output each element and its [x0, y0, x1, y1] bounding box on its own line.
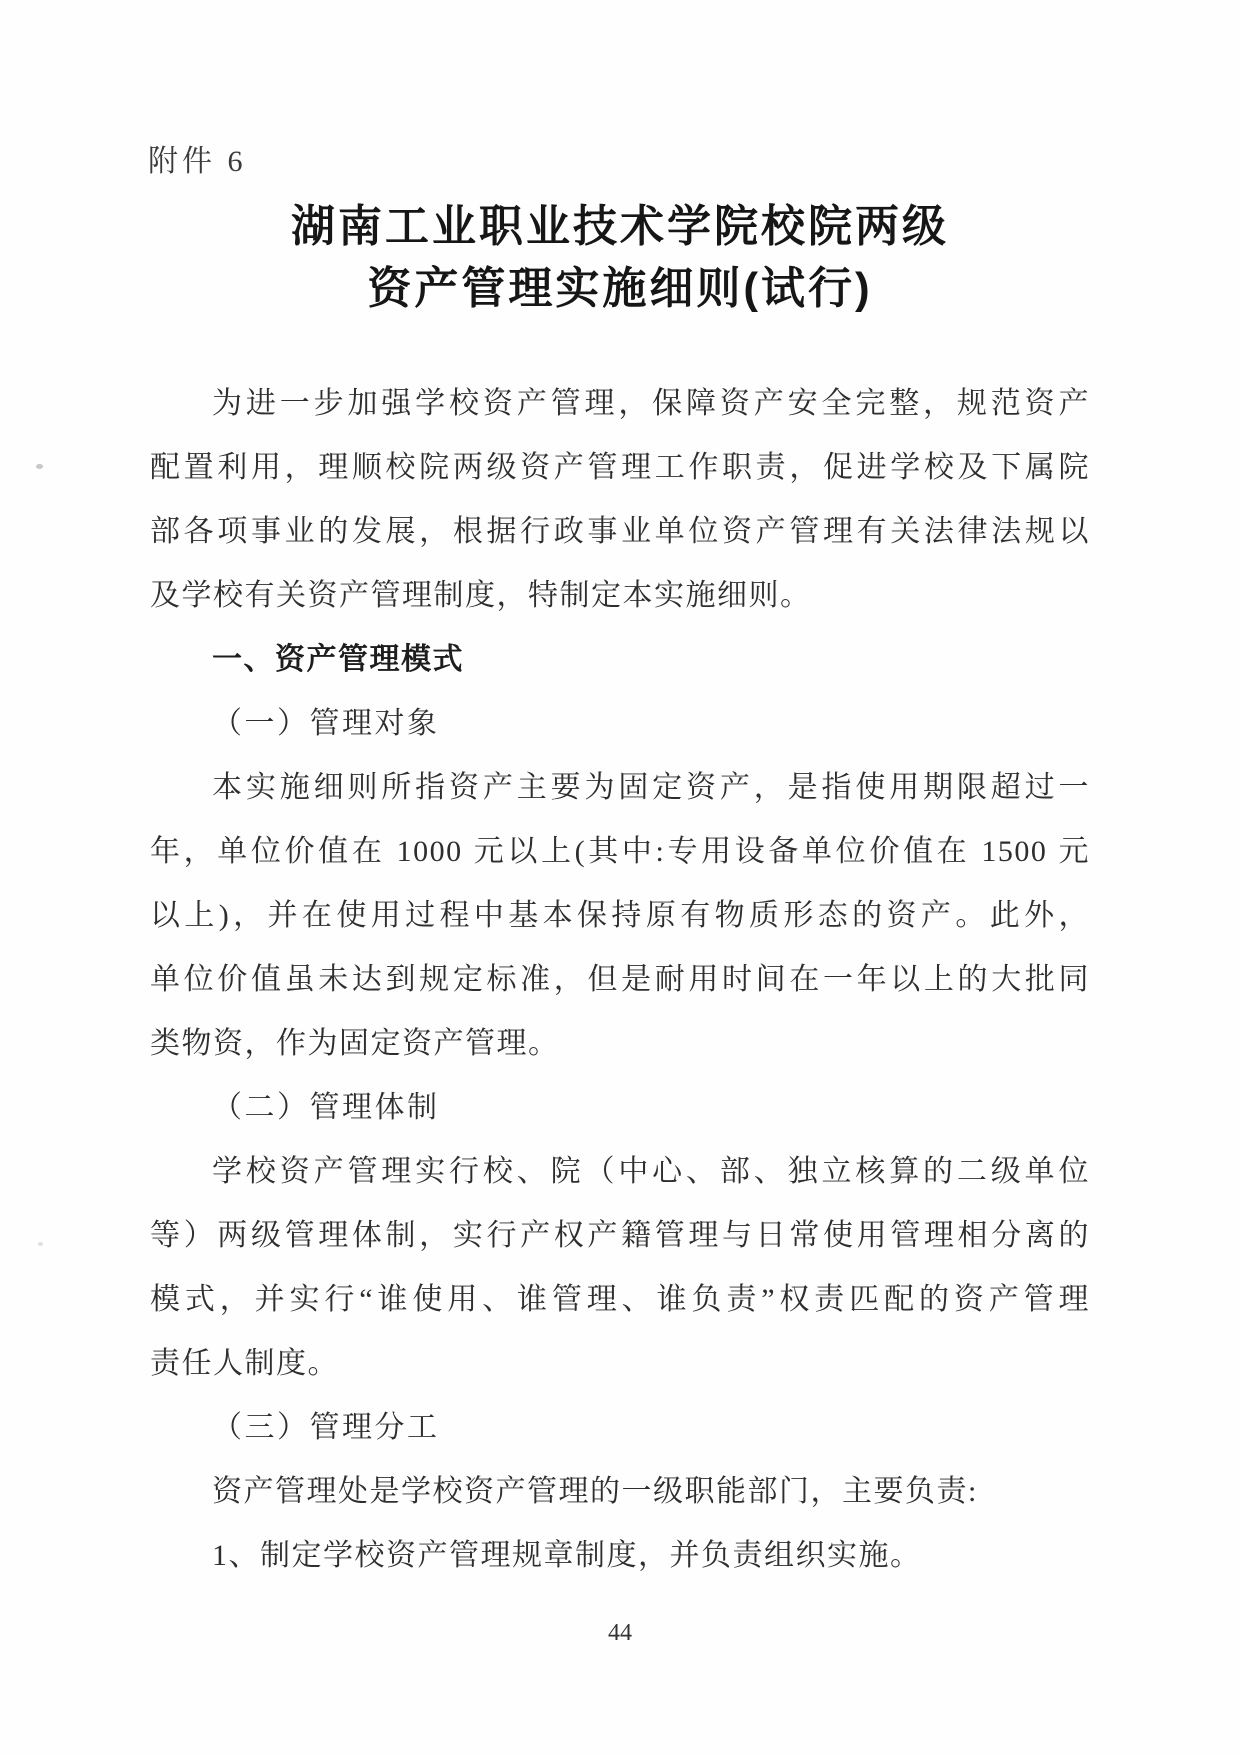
- object-line-1: 本实施细则所指资产主要为固定资产，是指使用期限超过一: [212, 771, 1090, 804]
- intro-line-4: 及学校有关资产管理制度，特制定本实施细则。: [150, 579, 812, 612]
- section-heading-1: 一、资产管理模式: [212, 643, 464, 676]
- page-number: 44: [608, 1620, 632, 1646]
- document-title: [0, 196, 1240, 320]
- document-body: [150, 372, 1090, 1588]
- object-line-2: 年，单位价值在 1000 元以上(其中:专用设备单位价值在 1500 元: [150, 835, 1090, 868]
- scan-artifact: [38, 1242, 43, 1246]
- subheading-1-3: （三）管理分工: [212, 1411, 440, 1444]
- system-line-2: 等）两级管理体制，实行产权产籍管理与日常使用管理相分离的: [150, 1219, 1090, 1252]
- division-item-1: 1、制定学校资产管理规章制度，并负责组织实施。: [212, 1539, 922, 1572]
- division-intro-line: 资产管理处是学校资产管理的一级职能部门，主要负责:: [212, 1475, 978, 1508]
- subheading-1-1: （一）管理对象: [212, 707, 440, 740]
- scan-artifact: [36, 464, 43, 469]
- document-title-line-1: 湖南工业职业技术学院校院两级: [291, 202, 949, 251]
- object-line-4: 单位价值虽未达到规定标准，但是耐用时间在一年以上的大批同: [150, 963, 1090, 996]
- object-line-3: 以上)，并在使用过程中基本保持原有物质形态的资产。此外，: [150, 899, 1090, 932]
- system-line-3: 模式，并实行“谁使用、谁管理、谁负责”权责匹配的资产管理: [150, 1283, 1090, 1316]
- attachment-label: 附件 6: [148, 145, 247, 178]
- intro-line-1: 为进一步加强学校资产管理，保障资产安全完整，规范资产: [212, 387, 1090, 420]
- intro-line-2: 配置利用，理顺校院两级资产管理工作职责，促进学校及下属院: [150, 451, 1090, 484]
- object-line-5: 类物资，作为固定资产管理。: [150, 1027, 560, 1060]
- subheading-1-2: （二）管理体制: [212, 1091, 440, 1124]
- system-line-4: 责任人制度。: [150, 1347, 339, 1380]
- intro-line-3: 部各项事业的发展，根据行政事业单位资产管理有关法律法规以: [150, 515, 1090, 548]
- document-title-line-2: 资产管理实施细则(试行): [367, 264, 873, 313]
- system-line-1: 学校资产管理实行校、院（中心、部、独立核算的二级单位: [212, 1155, 1090, 1188]
